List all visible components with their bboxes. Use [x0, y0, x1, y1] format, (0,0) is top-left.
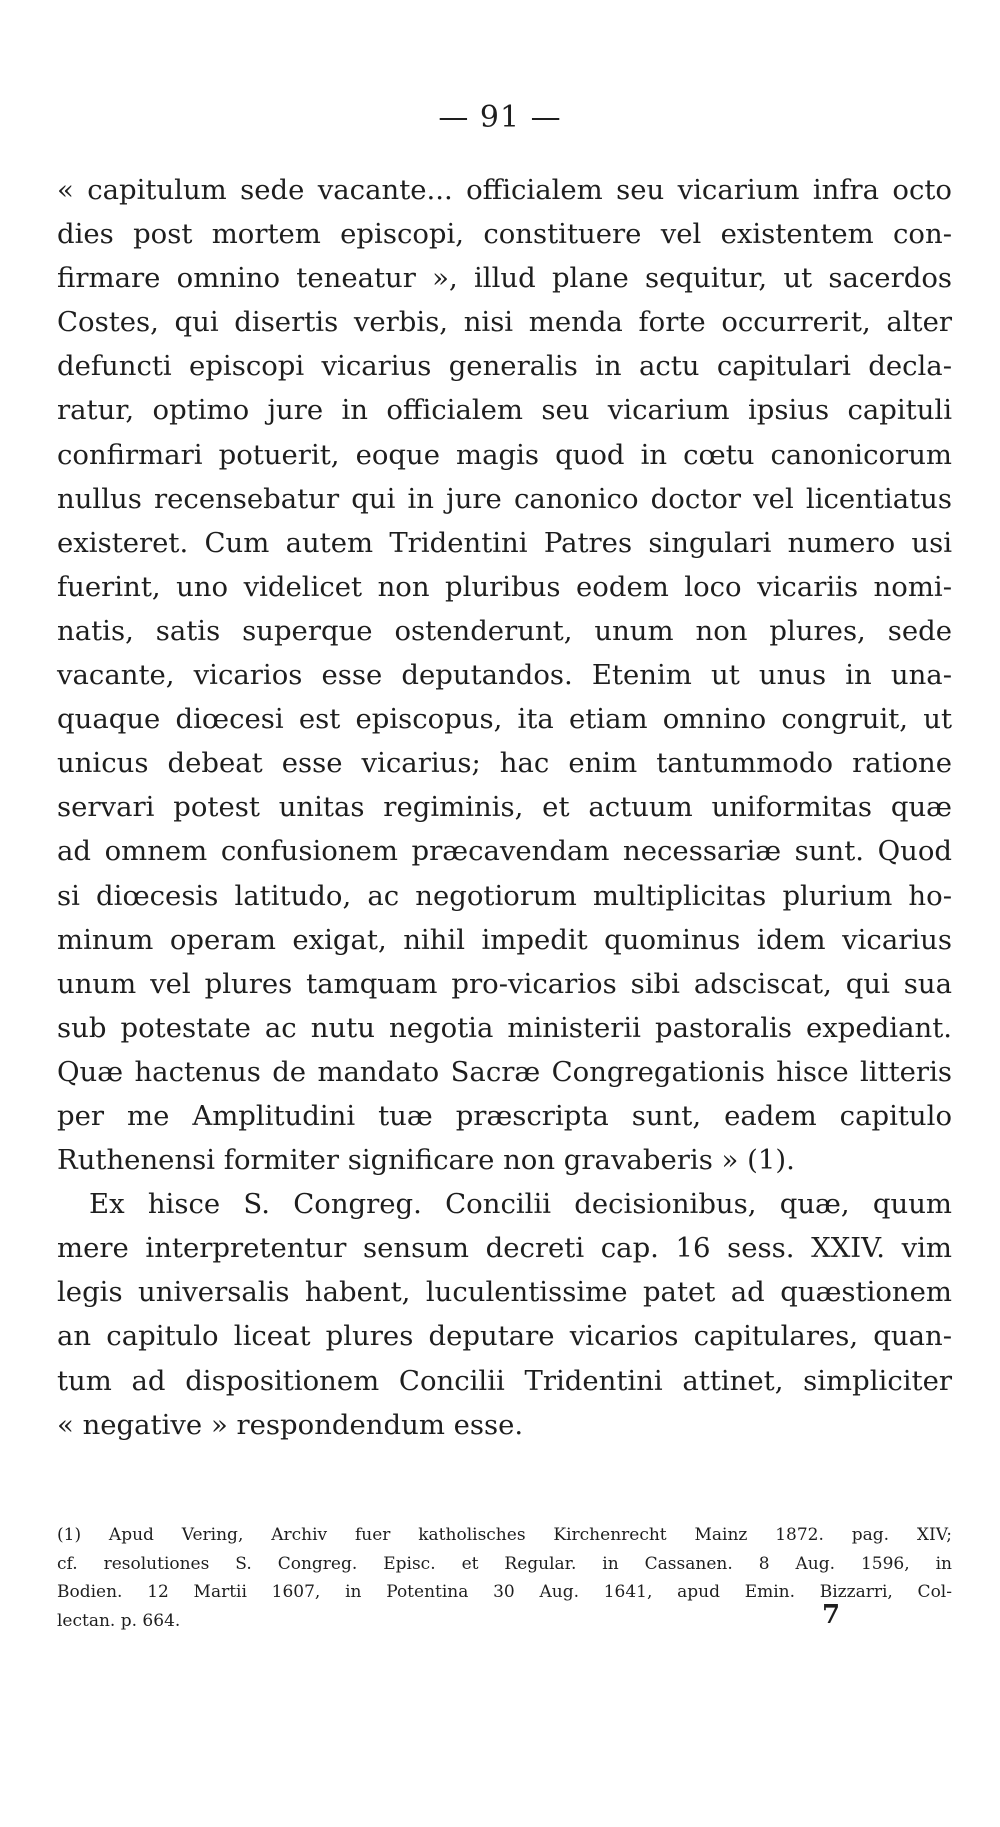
text-line: Ex hisce S. Congreg. Concilii decisionibus, quæ, quum [89, 1188, 952, 1221]
text-line: Ruthenensi formiter significare non gravaberis » (1). [57, 1144, 795, 1177]
text-line: legis universalis habent, luculentissime patet ad quæstionem [57, 1276, 952, 1309]
text-line: ratur, optimo jure in officialem seu vicarium ipsius capituli [57, 394, 952, 427]
text-line: sub potestate ac nutu negotia ministerii pastoralis expediant. [57, 1011, 952, 1044]
footnote-line: lectan. p. 664. [57, 1610, 181, 1631]
text-line: quaque diœcesi est episcopus, ita etiam omnino congruit, ut [57, 703, 952, 736]
text-line: firmare omnino teneatur », illud plane sequitur, ut sacerdos [57, 262, 952, 295]
page-number: — 91 — [438, 100, 562, 135]
footnote-line: (1) Apud Vering, Archiv fuer katholisches Kirchenrecht Mainz 1872. pag. XIV; [57, 1525, 952, 1545]
footnote-line: Bodien. 12 Martii 1607, in Potentina 30 Aug. 1641, apud Emin. Bizzarri, Col- [57, 1582, 952, 1602]
text-line: confirmari potuerit, eoque magis quod in cœtu canonicorum [57, 438, 952, 471]
text-line: per me Amplitudini tuæ præscripta sunt, eadem capitulo [57, 1099, 952, 1132]
text-line: unicus debeat esse vicarius; hac enim tantummodo ratione [57, 747, 952, 780]
text-line: Costes, qui disertis verbis, nisi menda forte occurrerit, alter [57, 306, 952, 339]
text-line: nullus recensebatur qui in jure canonico doctor vel licentiatus [57, 482, 952, 515]
text-line: dies post mortem episcopi, constituere vel existentem con- [57, 218, 952, 251]
text-line: servari potest unitas regiminis, et actuum uniformitas quæ [57, 791, 952, 824]
text-line: mere interpretentur sensum decreti cap. 16 sess. XXIV. vim [57, 1232, 952, 1265]
footnote-line: cf. resolutiones S. Congreg. Episc. et Regular. in Cassanen. 8 Aug. 1596, in [57, 1553, 952, 1574]
text-line: Quæ hactenus de mandato Sacræ Congregationis hisce litteris [57, 1055, 952, 1088]
text-line: tum ad dispositionem Concilii Tridentini attinet, simpliciter [57, 1364, 952, 1397]
text-line: vacante, vicarios esse deputandos. Etenim ut unus in una- [57, 659, 952, 692]
text-line: an capitulo liceat plures deputare vicarios capitulares, quan- [57, 1320, 952, 1353]
text-line: « negative » respondendum esse. [57, 1408, 524, 1441]
text-line: natis, satis superque ostenderunt, unum non plures, sede [57, 614, 952, 647]
text-line: existeret. Cum autem Tridentini Patres singulari numero usi [57, 526, 952, 559]
footnote-block [57, 1521, 952, 1635]
signature-mark: 7 [822, 1600, 841, 1630]
main-text-block [57, 168, 952, 1447]
text-line: minum operam exigat, nihil impedit quominus idem vicarius [57, 923, 952, 956]
text-line: ad omnem confusionem præcavendam necessariæ sunt. Quod [57, 835, 952, 868]
text-line: « capitulum sede vacante... officialem seu vicarium infra octo [57, 174, 952, 206]
text-line: unum vel plures tamquam pro-vicarios sibi adsciscat, qui sua [57, 967, 952, 1000]
text-line: defuncti episcopi vicarius generalis in actu capitulari decla- [57, 350, 952, 383]
text-line: si diœcesis latitudo, ac negotiorum multiplicitas plurium ho- [57, 879, 952, 912]
text-line: fuerint, uno videlicet non pluribus eodem loco vicariis nomi- [57, 570, 952, 603]
